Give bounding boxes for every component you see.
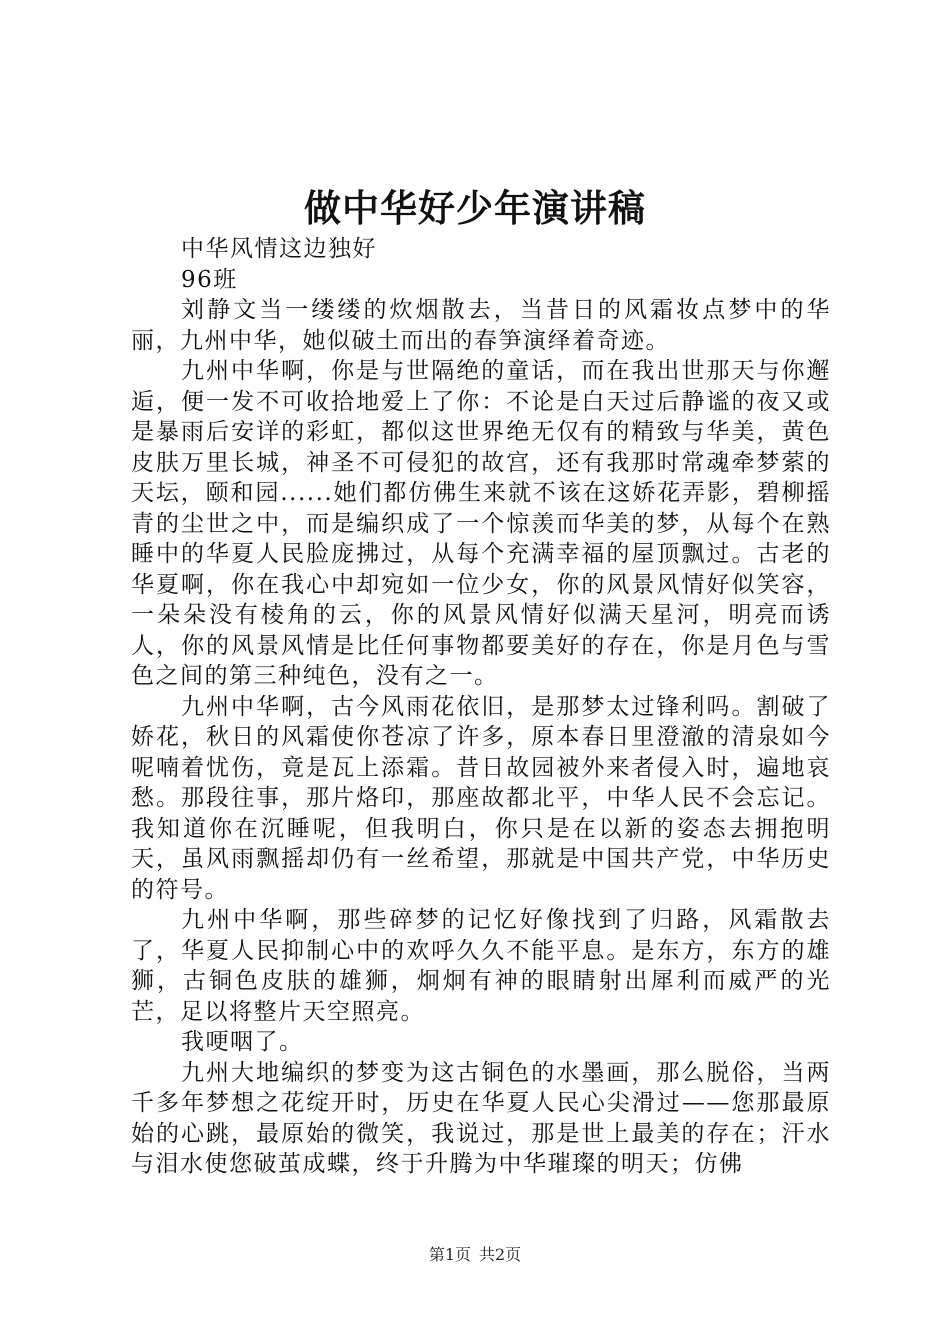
body-paragraph: 九州大地编织的梦变为这古铜色的水墨画，那么脱俗，当两千多年梦想之花绽开时，历史在华夏人民心尖滑过——您那最原始的心跳，最原始的微笑，我说过，那是世上最美的存在；汗水与泪水使您破茧成蝶，终于升腾为中华璀璨的明天；仿佛 (131, 1059, 831, 1177)
class-paragraph: 96班 (181, 266, 238, 293)
body-paragraph: 九州中华啊，那些碎梦的记忆好像找到了归路，风霜散去了，华夏人民抑制心中的欢呼久久不能平息。是东方，东方的雄狮，古铜色皮肤的雄狮，炯炯有神的眼睛射出犀利而威严的光芒，足以将整片天空照亮。 (131, 907, 831, 1025)
document-title: 做中华好少年演讲稿 (304, 186, 646, 230)
page-number: 第1页 (428, 1245, 471, 1264)
body-paragraph: 我哽咽了。 (181, 1029, 304, 1055)
body-paragraph: 刘静文当一缕缕的炊烟散去，当昔日的风霜妆点梦中的华丽，九州中华，她似破土而出的春笋演绎着奇迹。 (131, 297, 831, 354)
document-body (131, 234, 831, 1180)
body-paragraph: 九州中华啊，古今风雨花依旧，是那梦太过锋利吗。割破了娇花，秋日的风霜使你苍凉了许多，原本春日里澄澈的清泉如今呢喃着忧伤，竟是瓦上添霜。昔日故园被外来者侵入时，遍地哀愁。那段往事，那片烙印，那座故都北平，中华人民不会忘记。我知道你在沉睡呢，但我明白，你只是在以新的姿态去拥抱明天，虽风雨飘摇却仍有一丝希望，那就是中国共产党，中华历史的符号。 (131, 693, 831, 903)
page-footer (0, 1244, 950, 1266)
subtitle-paragraph: 中华风情这边独好 (181, 236, 377, 262)
page-total: 共2页 (479, 1245, 522, 1264)
body-paragraph: 九州中华啊，你是与世隔绝的童话，而在我出世那天与你邂逅，便一发不可收拾地爱上了你：不论是白天过后静谧的夜又或是暴雨后安详的彩虹，都似这世界绝无仅有的精致与华美，黄色皮肤万里长城，神圣不可侵犯的故宫，还有我那时常魂牵梦萦的天坛，颐和园......她们都仿佛生来就不该在这娇花弄影，碧柳摇青的尘世之中，而是编织成了一个惊羡而华美的梦，从每个在熟睡中的华夏人民脸庞拂过，从每个充满幸福的屋顶飘过。古老的华夏啊，你在我心中却宛如一位少女，你的风景风情好似笑容，一朵朵没有棱角的云，你的风景风情好似满天星河，明亮而诱人，你的风景风情是比任何事物都要美好的存在，你是月色与雪色之间的第三种纯色，没有之一。 (131, 358, 831, 689)
